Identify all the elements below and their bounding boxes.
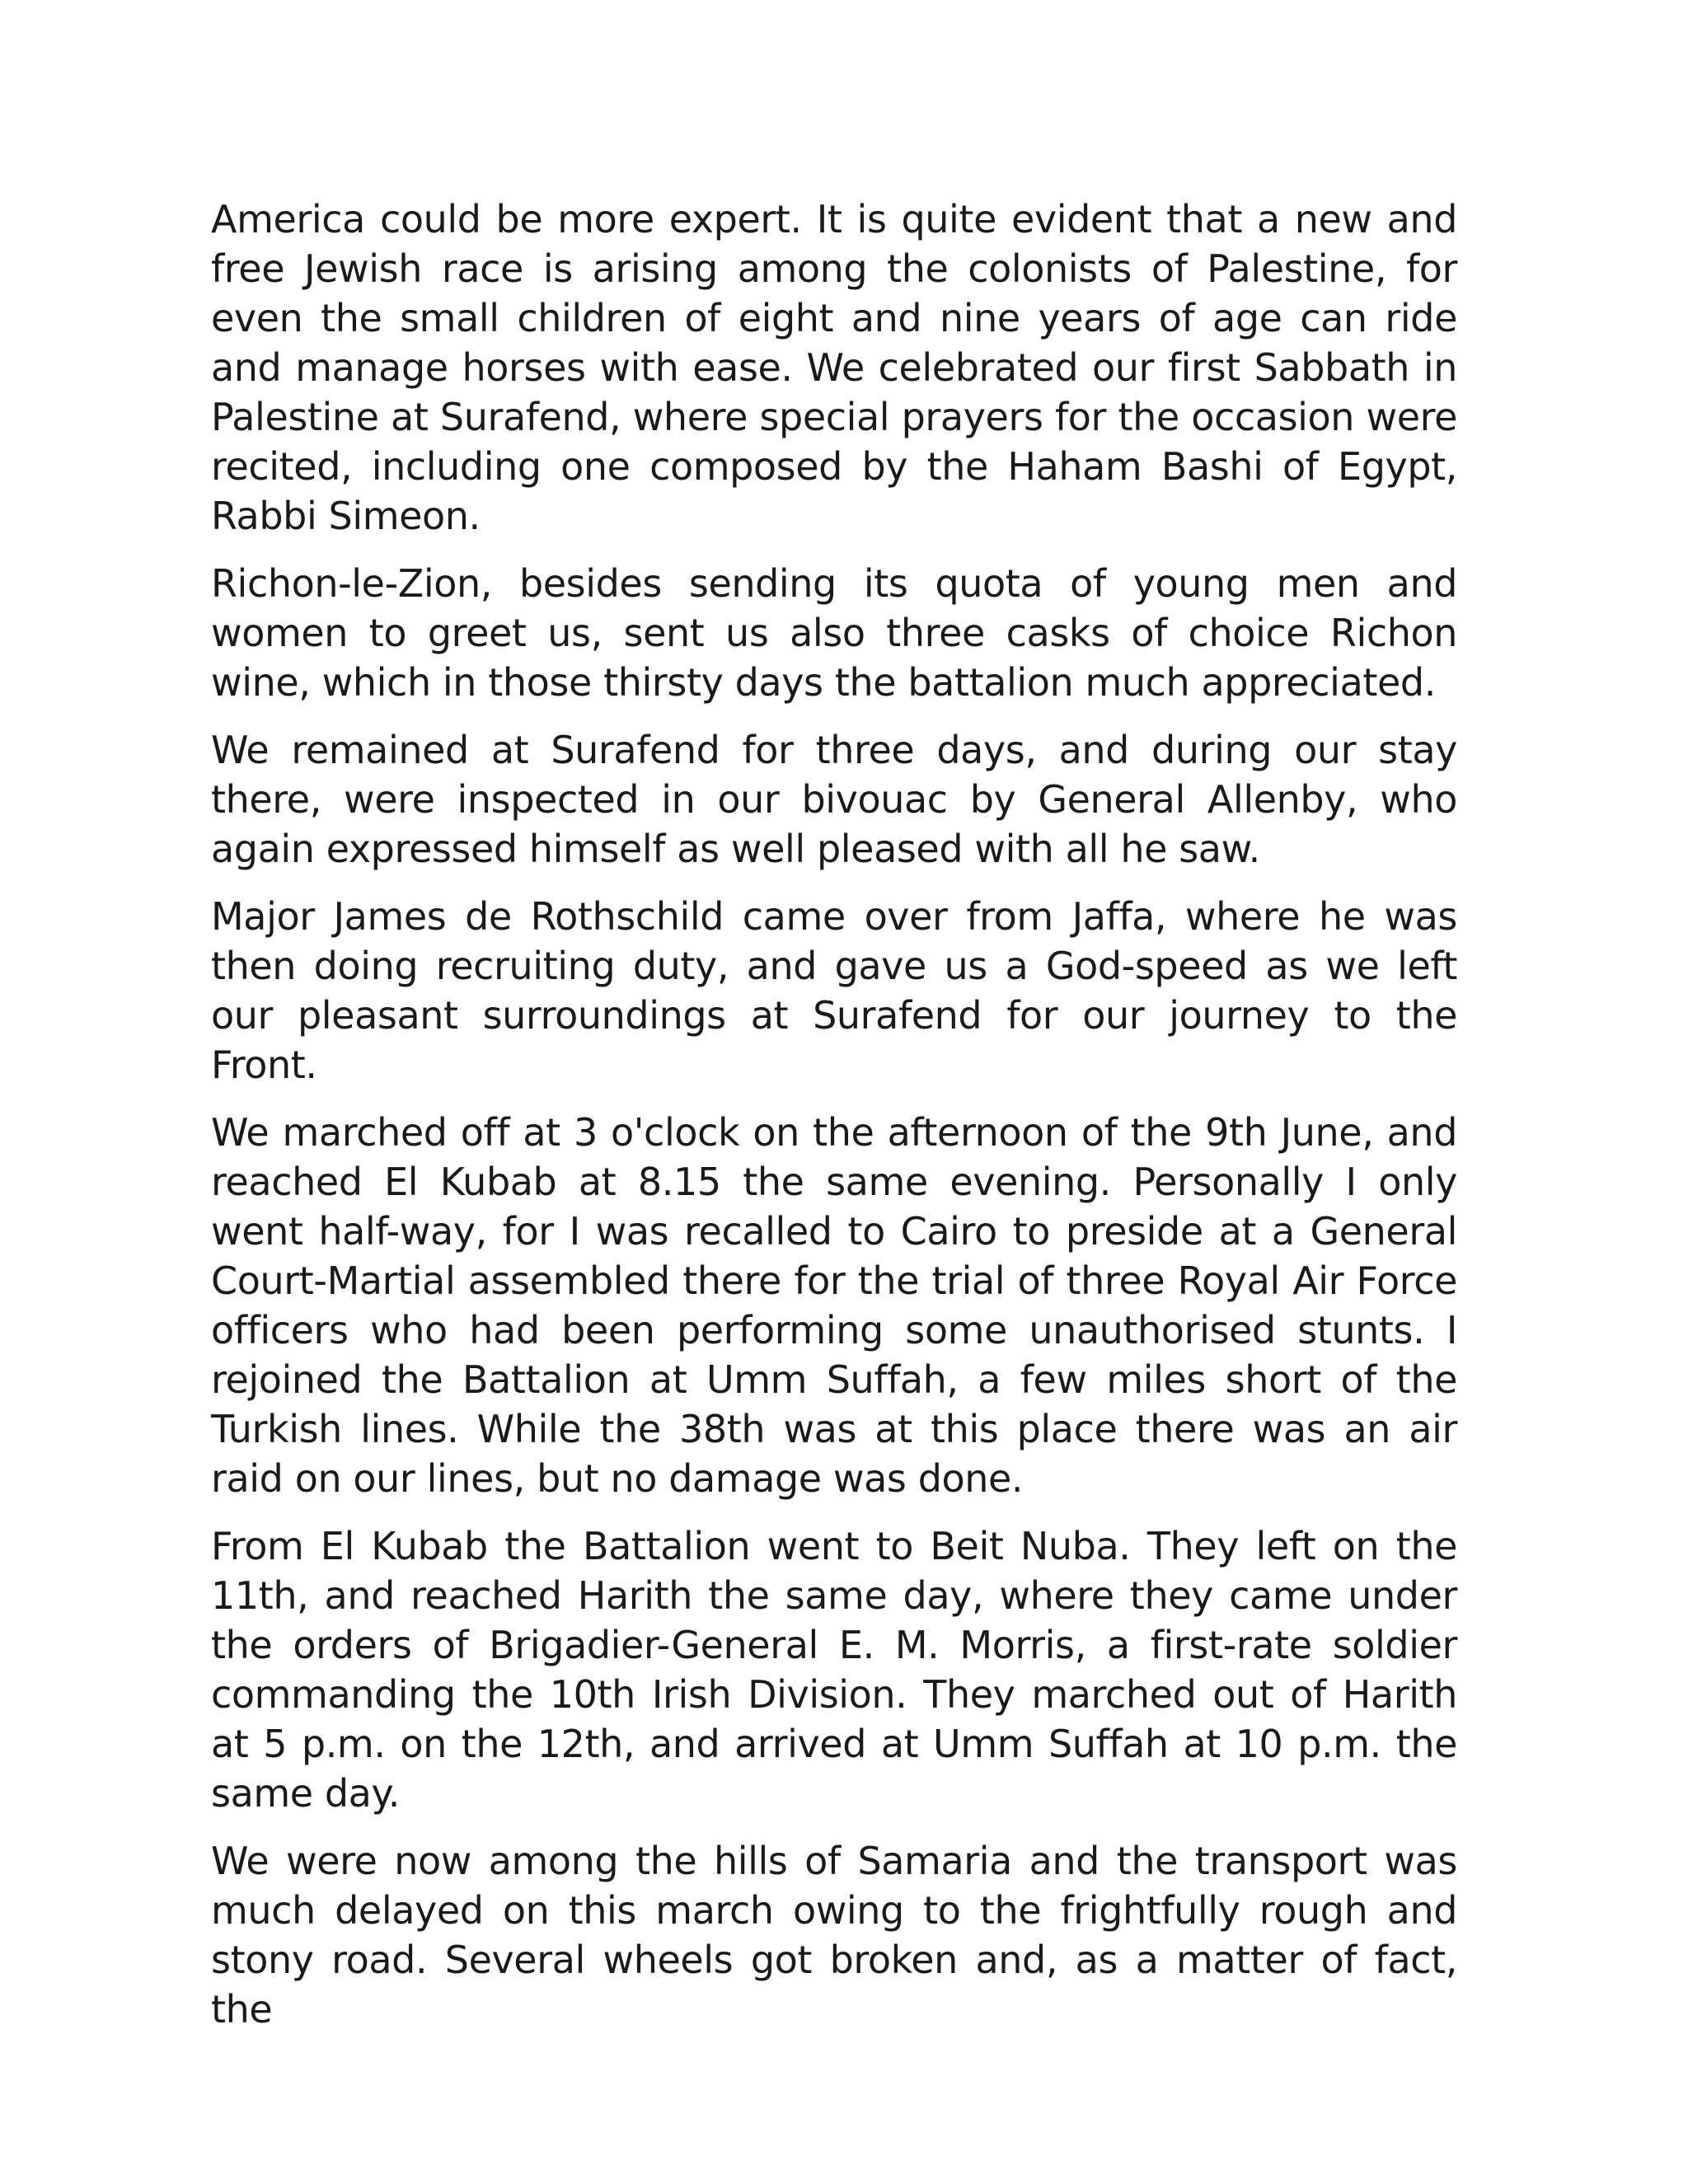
- paragraph-2: Richon-le-Zion, besides sending its quota of young men and women to greet us, sent us also three casks of choice Richon wine, which in those thirsty days the battalion much appreciated.: [211, 561, 1457, 705]
- paragraph-3: We remained at Surafend for three days, and during our stay there, were inspected in our bivouac by General Allenby, who again expressed himself as well pleased with all he saw.: [211, 728, 1457, 871]
- body-text: [211, 194, 1457, 2052]
- paragraph-1: America could be more expert. It is quite evident that a new and free Jewish race is arising among the colonists of Palestine, for even the small children of eight and nine years of age can ride and manage horses with ease. We celebrated our first Sabbath in Palestine at Surafend, where special prayers for the occasion were recited, including one composed by the Haham Bashi of Egypt, Rabbi Simeon.: [211, 197, 1457, 538]
- paragraph-6: From El Kubab the Battalion went to Beit Nuba. They left on the 11th, and reached Harith the same day, where they came under the orders of Brigadier-General E. M. Morris, a first-rate soldier commanding the 10th Irish Division. They marched out of Harith at 5 p.m. on the 12th, and arrived at Umm Suffah at 10 p.m. the same day.: [211, 1524, 1457, 1816]
- paragraph-4: Major James de Rothschild came over from Jaffa, where he was then doing recruiting duty, and gave us a God-speed as we left our pleasant surroundings at Surafend for our journey to the Front.: [211, 894, 1457, 1087]
- paragraph-7: We were now among the hills of Samaria and the transport was much delayed on this march owing to the frightfully rough and stony road. Several wheels got broken and, as a matter of fact, the: [211, 1839, 1457, 2032]
- paragraph-5: We marched off at 3 o'clock on the afternoon of the 9th June, and reached El Kubab at 8.15 the same evening. Personally I only went half-way, for I was recalled to Cairo to preside at a General Court-Martial assembled there for the trial of three Royal Air Force officers who had been performing some unauthorised stunts. I rejoined the Battalion at Umm Suffah, a few miles short of the Turkish lines. While the 38th was at this place there was an air raid on our lines, but no damage was done.: [211, 1110, 1457, 1501]
